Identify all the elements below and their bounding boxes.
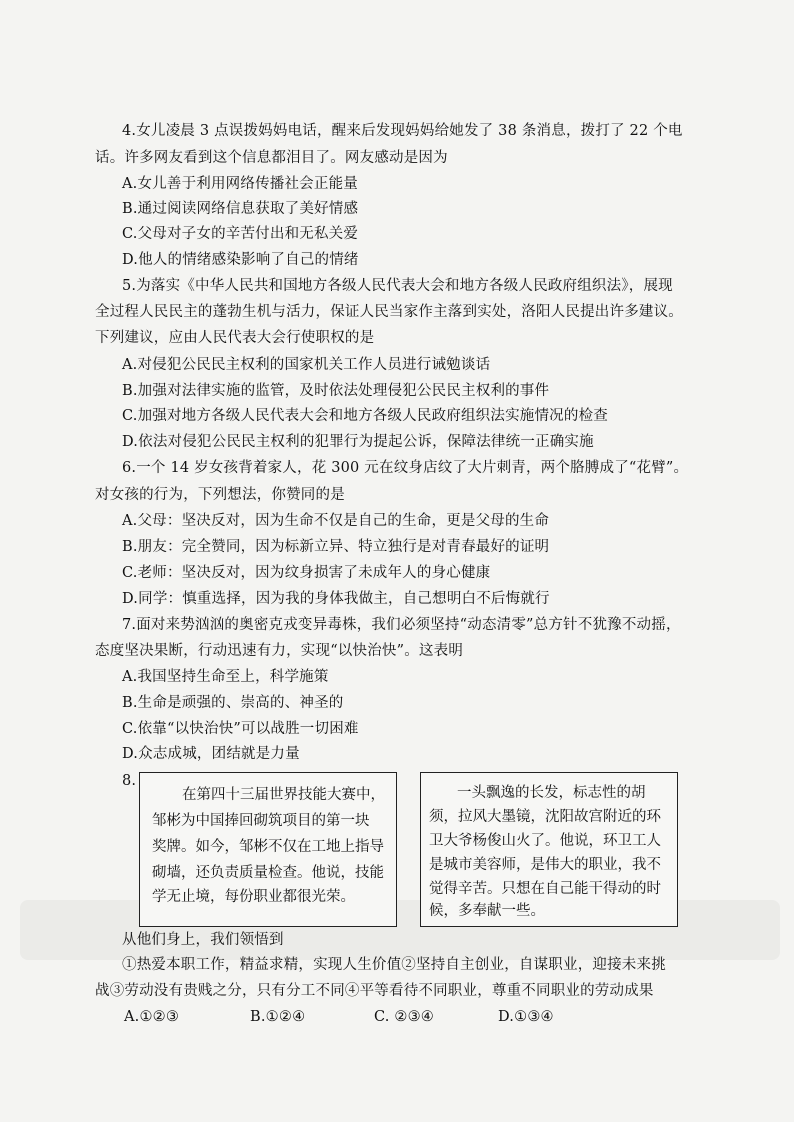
q8-statements-line1: ①热爱本职工作，精益求精，实现人生价值②坚持自主创业，自谋职业，迎接未来挑 xyxy=(122,957,666,973)
q6-stem-line1: 6.一个 14 岁女孩背着家人，花 300 元在纹身店纹了大片刺青，两个胳膊成了“花臂”。 xyxy=(122,460,689,476)
q8-box2-line: 觉得辛苦。只想在自己能干得动的时 xyxy=(429,881,661,897)
q4-option-a: A.女儿善于利用网络传播社会正能量 xyxy=(122,176,358,192)
q8-box2-line: 须，拉风大墨镜，沈阳故宫附近的环 xyxy=(429,809,661,825)
q8-box1-line: 在第四十三届世界技能大赛中， xyxy=(182,787,385,803)
q8-stem: 从他们身上，我们领悟到 xyxy=(122,932,284,948)
q8-box1-line: 奖牌。如今，邹彬不仅在工地上指导 xyxy=(152,839,384,855)
q5-option-b: B.加强对法律实施的监管，及时依法处理侵犯公民民主权利的事件 xyxy=(122,383,550,399)
q4-option-b: B.通过阅读网络信息获取了美好情感 xyxy=(122,201,359,217)
q5-stem-line3: 下列建议，应由人民代表大会行使职权的是 xyxy=(95,330,375,346)
q8-choice-d: D.①③④ xyxy=(498,1009,554,1025)
q8-box2-line: 是城市美容师，是伟大的职业，我不 xyxy=(429,857,661,873)
q8-box1-line: 邹彬为中国捧回砌筑项目的第一块 xyxy=(152,813,370,829)
q8-story-box-right xyxy=(420,772,678,927)
q8-choice-c: C. ②③④ xyxy=(374,1009,434,1025)
q5-stem-line2: 全过程人民民主的蓬勃生机与活力，保证人民当家作主落到实处，洛阳人民提出许多建议。 xyxy=(95,304,683,320)
q7-option-a: A.我国坚持生命至上，科学施策 xyxy=(122,669,329,685)
q8-statements-line2: 战③劳动没有贵贱之分，只有分工不同④平等看待不同职业，尊重不同职业的劳动成果 xyxy=(95,983,654,999)
q8-box1-line: 砌墙，还负责质量检查。他说，技能 xyxy=(152,865,384,881)
q7-stem-line2: 态度坚决果断，行动迅速有力，实现“以快治快”。这表明 xyxy=(95,643,464,659)
q7-option-b: B.生命是顽强的、崇高的、神圣的 xyxy=(122,695,344,711)
q8-box1-line: 学无止境，每份职业都很光荣。 xyxy=(152,889,355,905)
q6-option-b: B.朋友：完全赞同，因为标新立异、特立独行是对青春最好的证明 xyxy=(122,539,550,555)
q6-option-d: D.同学：慎重选择，因为我的身体我做主，自己想明白不后悔就行 xyxy=(122,591,550,607)
q8-box2-line: 一头飘逸的长发，标志性的胡 xyxy=(457,785,646,801)
q5-option-c: C.加强对地方各级人民代表大会和地方各级人民政府组织法实施情况的检查 xyxy=(122,408,608,424)
q5-stem-line1: 5.为落实《中华人民共和国地方各级人民代表大会和地方各级人民政府组织法》，展现 xyxy=(122,278,673,294)
q8-box2-line: 候，多奉献一些。 xyxy=(429,903,545,919)
q8-box2-line: 卫大爷杨俊山火了。他说，环卫工人 xyxy=(429,833,661,849)
q4-option-c: C.父母对子女的辛苦付出和无私关爱 xyxy=(122,226,359,242)
q4-stem-line1: 4.女儿凌晨 3 点误拨妈妈电话，醒来后发现妈妈给她发了 38 条消息，拨打了 22 个电 xyxy=(122,123,683,139)
q8-number: 8. xyxy=(122,773,137,789)
q7-option-d: D.众志成城，团结就是力量 xyxy=(122,746,300,762)
q6-option-c: C.老师：坚决反对，因为纹身损害了未成年人的身心健康 xyxy=(122,565,491,581)
q7-stem-line1: 7.面对来势汹汹的奥密克戎变异毒株，我们必须坚持“动态清零”总方针不犹豫不动摇， xyxy=(122,617,681,633)
q5-option-a: A.对侵犯公民民主权利的国家机关工作人员进行诫勉谈话 xyxy=(122,357,491,373)
q8-choice-a: A.①②③ xyxy=(124,1009,180,1025)
q4-option-d: D.他人的情绪感染影响了自己的情绪 xyxy=(122,252,359,268)
q8-choice-b: B.①②④ xyxy=(250,1009,306,1025)
q6-option-a: A.父母：坚决反对，因为生命不仅是自己的生命，更是父母的生命 xyxy=(122,513,550,529)
q5-option-d: D.依法对侵犯公民民主权利的犯罪行为提起公诉，保障法律统一正确实施 xyxy=(122,434,594,450)
q4-stem-line2: 话。许多网友看到这个信息都泪目了。网友感动是因为 xyxy=(95,150,448,166)
q7-option-c: C.依靠“以快治快”可以战胜一切困难 xyxy=(122,721,359,737)
q6-stem-line2: 对女孩的行为，下列想法，你赞同的是 xyxy=(95,487,345,503)
q8-story-box-left xyxy=(139,772,397,927)
